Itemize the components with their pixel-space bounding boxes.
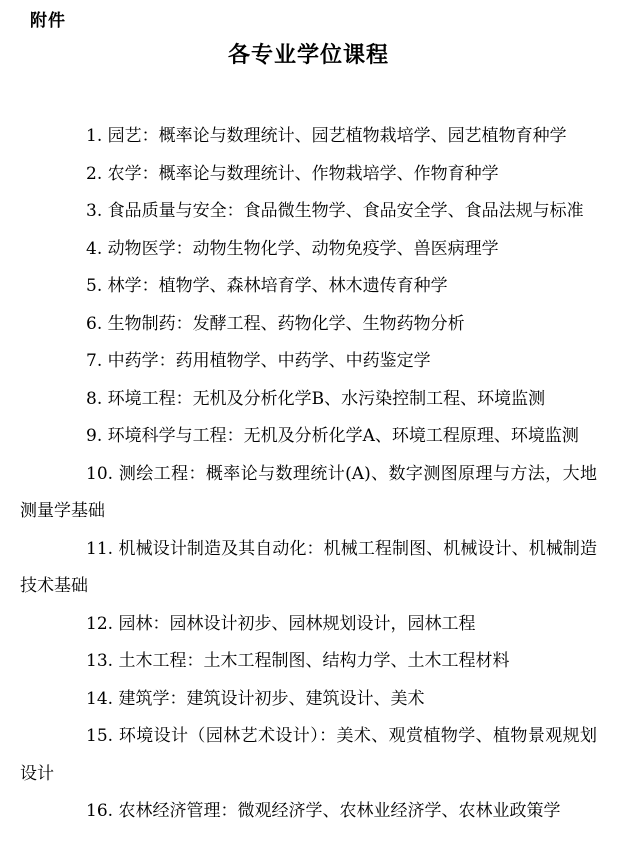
attachment-label: 附件 bbox=[30, 11, 66, 31]
item-text: 生物制药：发酵工程、药物化学、生物药物分析 bbox=[107, 313, 465, 334]
list-item bbox=[20, 793, 597, 831]
item-number: 15. bbox=[86, 726, 114, 746]
item-number: 11. bbox=[86, 538, 114, 559]
item-text: 园林：园林设计初步、园林规划设计，园林工程 bbox=[118, 613, 476, 634]
item-text: 农林经济管理：微观经济学、农林业经济学、农林业政策学 bbox=[118, 801, 561, 821]
list-item bbox=[20, 456, 597, 531]
item-number: 6. bbox=[86, 313, 103, 334]
list-item bbox=[20, 418, 597, 456]
item-number: 13. bbox=[86, 651, 114, 671]
list-item bbox=[20, 643, 597, 681]
list-item bbox=[20, 268, 597, 306]
item-number: 3. bbox=[86, 201, 103, 221]
list-item bbox=[20, 718, 597, 793]
list-item bbox=[20, 306, 597, 344]
item-text: 环境设计（园林艺术设计）：美术、观赏植物学、植物景观规划设计 bbox=[20, 726, 598, 784]
list-item bbox=[20, 531, 597, 606]
item-text: 农学：概率论与数理统计、作物栽培学、作物育种学 bbox=[107, 163, 499, 184]
list-item bbox=[20, 681, 597, 719]
item-number: 9. bbox=[86, 426, 103, 446]
item-number: 12. bbox=[86, 613, 114, 634]
item-text: 环境工程：无机及分析化学B、水污染控制工程、环境监测 bbox=[107, 388, 546, 409]
item-number: 5. bbox=[86, 276, 103, 296]
item-text: 食品质量与安全：食品微生物学、食品安全学、食品法规与标准 bbox=[107, 201, 584, 221]
item-number: 10. bbox=[86, 463, 114, 484]
item-text: 土木工程：土木工程制图、结构力学、土木工程材料 bbox=[118, 651, 510, 671]
item-number: 16. bbox=[86, 801, 114, 821]
item-number: 8. bbox=[86, 388, 103, 409]
item-text: 测绘工程：概率论与数理统计(A)、数字测图原理与方法，大地测量学基础 bbox=[20, 463, 597, 521]
item-number: 2. bbox=[86, 163, 103, 184]
item-number: 14. bbox=[86, 688, 114, 709]
item-text: 环境科学与工程：无机及分析化学A、环境工程原理、环境监测 bbox=[107, 426, 579, 446]
course-list bbox=[20, 118, 597, 831]
item-number: 4. bbox=[86, 238, 103, 259]
item-text: 建筑学：建筑设计初步、建筑设计、美术 bbox=[118, 688, 425, 709]
item-number: 7. bbox=[86, 351, 103, 371]
list-item bbox=[20, 156, 597, 194]
list-item bbox=[20, 381, 597, 419]
list-item bbox=[20, 118, 597, 156]
item-text: 机械设计制造及其自动化：机械工程制图、机械设计、机械制造技术基础 bbox=[20, 538, 598, 596]
list-item bbox=[20, 231, 597, 269]
page-title: 各专业学位课程 bbox=[227, 42, 389, 68]
item-text: 中药学：药用植物学、中药学、中药鉴定学 bbox=[107, 351, 431, 371]
item-text: 动物医学：动物生物化学、动物免疫学、兽医病理学 bbox=[107, 238, 499, 259]
item-text: 园艺：概率论与数理统计、园艺植物栽培学、园艺植物育种学 bbox=[107, 126, 567, 146]
list-item bbox=[20, 193, 597, 231]
item-text: 林学：植物学、森林培育学、林木遗传育种学 bbox=[107, 276, 448, 296]
item-number: 1. bbox=[86, 126, 103, 146]
list-item bbox=[20, 606, 597, 644]
list-item bbox=[20, 343, 597, 381]
